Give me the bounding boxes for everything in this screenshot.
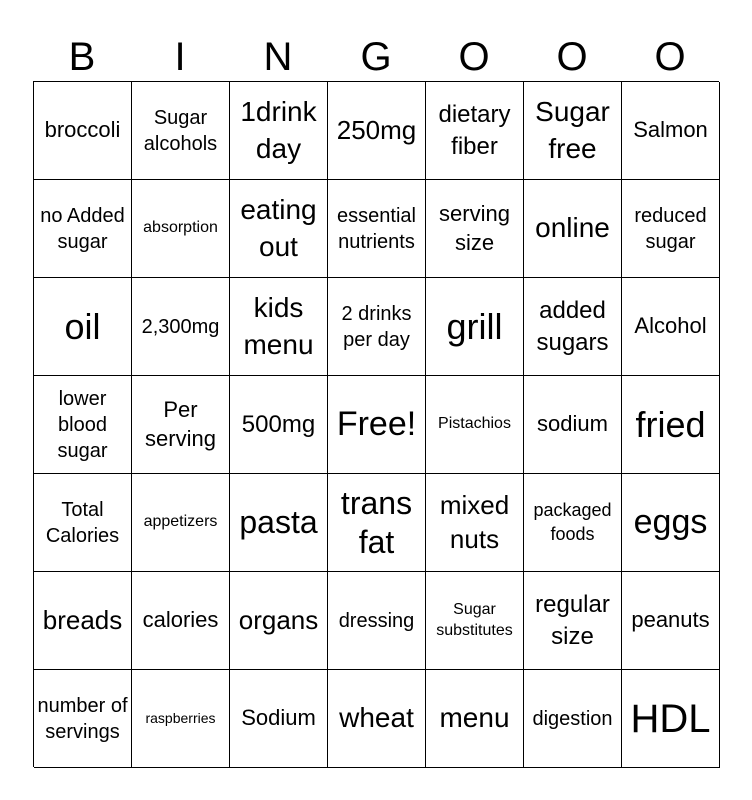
bingo-cell-label: lower blood sugar [57,387,108,462]
bingo-cell[interactable] [524,278,622,376]
header-letter: O [654,35,686,79]
header-letter: O [458,35,490,79]
bingo-cell-label: serving size [439,200,510,255]
bingo-cell[interactable] [34,376,132,474]
bingo-cell-label: packaged foods [533,500,612,544]
bingo-cell-label: Per serving [145,396,216,451]
bingo-cell-label: Sugar free [535,96,610,164]
bingo-cell-label: calories [142,607,219,633]
bingo-cell[interactable] [132,474,230,572]
bingo-cell[interactable] [230,180,328,278]
bingo-cell[interactable] [230,278,328,376]
bingo-cell[interactable] [426,180,524,278]
bingo-cell-label: raspberries [145,710,216,727]
bingo-cell[interactable] [230,474,328,572]
bingo-cell[interactable] [34,82,132,180]
bingo-cell-label: grill [446,305,503,347]
bingo-cell[interactable] [132,278,230,376]
bingo-cell[interactable] [230,82,328,180]
bingo-cell-label: menu [439,702,510,734]
bingo-cell-label: kids menu [243,292,314,360]
bingo-cell-label: eating out [240,194,317,262]
bingo-cell-label: Alcohol [634,313,707,339]
bingo-cell-label: sodium [537,411,608,437]
bingo-cell-label: mixed nuts [439,489,510,554]
bingo-cell-label: Sugar substitutes [436,600,513,639]
bingo-cell[interactable] [426,376,524,474]
bingo-cell[interactable] [34,180,132,278]
bingo-cell[interactable] [34,572,132,670]
bingo-cell-label: oil [64,305,101,347]
bingo-cell-label: organs [238,604,319,635]
bingo-cell[interactable] [132,82,230,180]
bingo-cell-label: regular size [535,591,610,650]
bingo-cell[interactable] [34,474,132,572]
bingo-cell-label: broccoli [44,117,121,143]
bingo-cell[interactable] [328,670,426,768]
bingo-cell[interactable] [622,180,720,278]
bingo-cell-label: peanuts [631,607,710,633]
bingo-cell-label: fried [635,403,706,445]
bingo-cell[interactable] [622,376,720,474]
header-letter: I [174,35,186,79]
bingo-cell-label: eggs [633,503,708,542]
bingo-cell-label: pasta [239,504,318,541]
header-letter: O [556,35,588,79]
bingo-cell-label: dietary fiber [438,101,511,160]
bingo-cell[interactable] [230,670,328,768]
bingo-cell-label: HDL [630,696,711,741]
bingo-cell-label: 250mg [336,114,417,145]
bingo-cell-label: trans fat [340,485,413,560]
bingo-cell[interactable] [426,278,524,376]
bingo-cell[interactable] [328,278,426,376]
bingo-cell[interactable] [132,376,230,474]
bingo-cell-label: 2 drinks per day [341,302,412,351]
bingo-cell[interactable] [328,474,426,572]
bingo-cell-label: Pistachios [438,415,511,433]
bingo-cell-label: Sugar alcohols [143,106,218,155]
bingo-cell-label: Total Calories [45,498,120,547]
bingo-cell-label: online [535,212,610,244]
bingo-cell[interactable] [426,670,524,768]
bingo-cell[interactable] [622,278,720,376]
bingo-cell-label: 1drink day [240,96,317,164]
bingo-cell[interactable] [524,474,622,572]
bingo-cell-label: wheat [339,702,414,734]
bingo-cell-label: essential nutrients [337,204,416,253]
bingo-cell[interactable] [426,82,524,180]
bingo-cell-label: absorption [143,219,218,237]
bingo-cell[interactable] [34,278,132,376]
bingo-cell-label: digestion [532,707,613,730]
bingo-cell-label: appetizers [143,513,218,531]
bingo-board [33,81,719,767]
bingo-cell-label: number of servings [37,694,128,743]
bingo-cell[interactable] [132,670,230,768]
header-letter: N [263,35,293,79]
bingo-cell[interactable] [328,376,426,474]
bingo-cell[interactable] [524,180,622,278]
bingo-cell[interactable] [426,572,524,670]
bingo-cell[interactable] [328,82,426,180]
bingo-cell-label: Sodium [241,705,316,731]
bingo-cell[interactable] [622,572,720,670]
bingo-cell[interactable] [230,376,328,474]
bingo-cell-label: breads [42,604,123,635]
bingo-cell[interactable] [426,474,524,572]
bingo-cell-label: Free! [336,405,417,444]
bingo-cell[interactable] [132,180,230,278]
header-letter: B [68,35,96,79]
bingo-cell[interactable] [622,82,720,180]
bingo-cell-label: no Added sugar [40,204,125,253]
bingo-cell-label: 500mg [241,410,316,438]
bingo-cell-label: 2,300mg [141,315,220,338]
bingo-cell[interactable] [328,572,426,670]
bingo-cell[interactable] [524,82,622,180]
bingo-cell[interactable] [34,670,132,768]
bingo-cell-label: Salmon [633,117,708,143]
bingo-cell[interactable] [524,572,622,670]
bingo-cell[interactable] [622,670,720,768]
bingo-cell[interactable] [230,572,328,670]
bingo-cell[interactable] [524,376,622,474]
bingo-cell-label: dressing [338,609,415,632]
bingo-cell-label: added sugars [536,297,609,356]
bingo-cell[interactable] [622,474,720,572]
bingo-cell[interactable] [524,670,622,768]
bingo-cell[interactable] [132,572,230,670]
header-letter: G [360,35,392,79]
bingo-cell[interactable] [328,180,426,278]
bingo-cell-label: reduced sugar [634,204,707,253]
bingo-header [33,33,719,81]
